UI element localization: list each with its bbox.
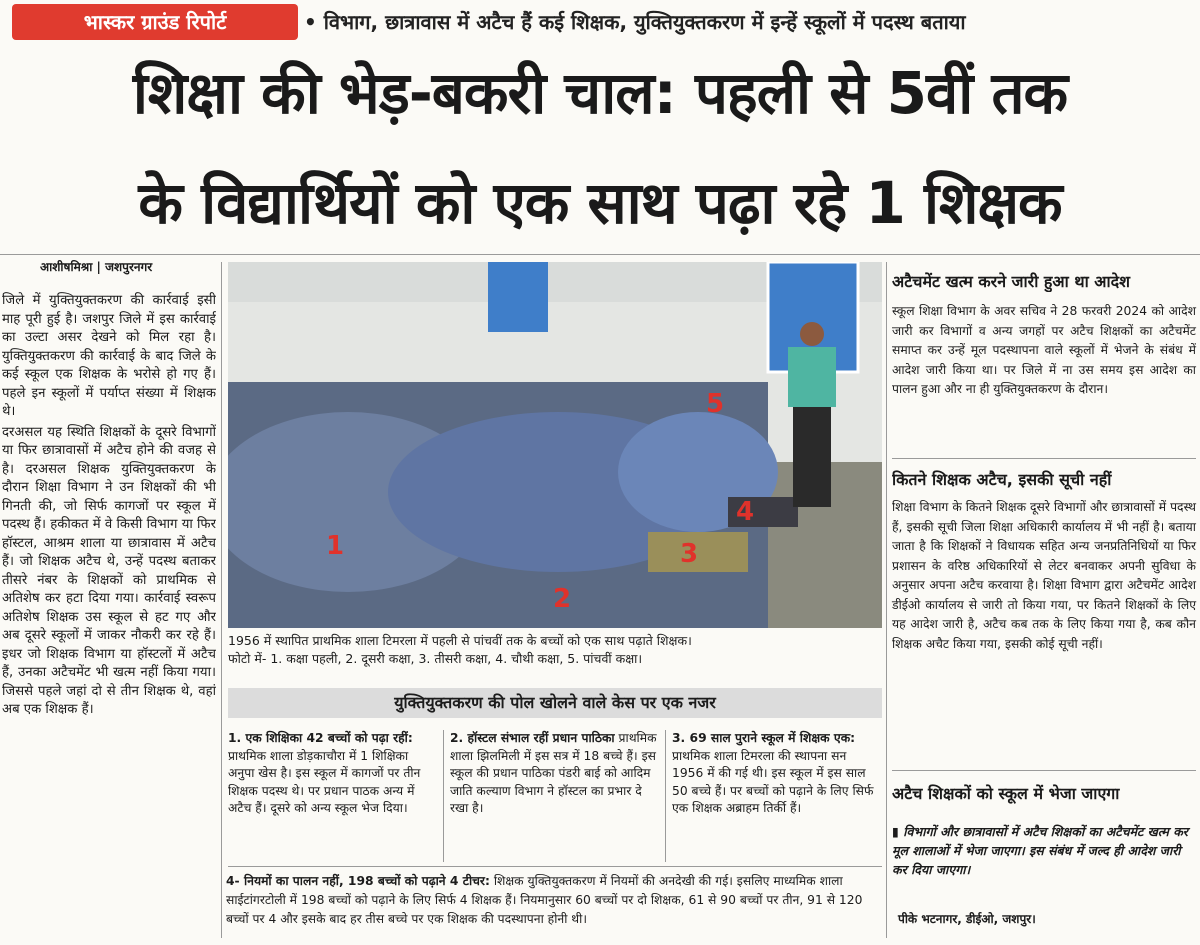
column-divider-right [886,262,887,938]
photo-label-5: 5 [706,389,725,419]
case-3-title: 3. 69 साल पुराने स्कूल में शिक्षक एक: [672,731,856,745]
left-paragraph-2: दरअसल यह स्थिति शिक्षकों के दूसरे विभागों या फिर छात्रावासों में अटैच होने की वजह से है। दरअसल शिक्षक युक्तियुक्तकरण के दौरान शिक्षा विभाग ने उन शिक्षकों की भी गिनती की, जो सिर्फ कागजों पर स्कूल में पदस्थ हैं। हकीकत में वे किसी विभाग या फिर हॉस्टल, आश्रम शाला या छात्रावास में अटैच हैं। जो शिक्षक अटैच थे, उन्हें पदस्थ बताकर तीसरे नंबर के शिक्षकों को प्राथमिक से अतिशेष कर हटा दिया गया। कार्रवाई स्वरूप अतिशेष शिक्षक उस स्कूल से हट गए और अब दूसरे स्कूलों में जाकर नौकरी कर रहे हैं। इधर जो शिक्षक विभाग या हॉस्टलों में अटैच हैं, उनका अटैचमेंट भी खत्म नहीं किया गया। जिससे पहले जहां दो से तीन शिक्षक थे, वहां अब एक शिक्षक हैं। [2,424,216,717]
deo-quote: ▮ विभागों और छात्रावासों में अटैच शिक्षकों का अटैचमेंट खत्म कर मूल शालाओं में भेजा जाएगा। इस संबंध में जल्द ही आदेश जारी कर दिया जाएगा। [892,824,1188,877]
report-badge: भास्कर ग्राउंड रिपोर्ट [12,4,298,40]
caption-line-1: 1956 में स्थापित प्राथमिक शाला टिमरला में पहली से पांचवीं तक के बच्चों को एक साथ पढ़ाते शिक्षक। [228,633,692,648]
headline-line-2: के विद्यार्थियों को एक साथ पढ़ा रहे 1 शिक्षक [138,169,1062,237]
case-1-body: प्राथमिक शाला डोड़काचौरा में 1 शिक्षिका अनुपा खेस है। इस स्कूल में कागजों पर तीन शिक्षक पदस्थ थे। पर प्रधान पाठक अन्य में अटैच हैं। दूसरे को अन्य स्कूल भेज दिया। [228,748,421,815]
case-4 [226,872,882,929]
case-1 [228,730,436,818]
case-3 [672,730,880,818]
classroom-photo [228,262,882,628]
case-4-title: 4- नियमों का पालन नहीं, 198 बच्चों को पढ़ाने 4 टीचर: [226,874,490,888]
photo-caption [228,632,882,668]
case-1-title: 1. एक शिक्षिका 42 बच्चों को पढ़ा रहीं: [228,731,413,745]
case-3-body: प्राथमिक शाला टिमरला की स्थापना सन 1956 में की गई थी। इस स्कूल में इस साल 50 बच्चे हैं। पर बच्चों को पढ़ाने के लिए सिर्फ एक शिक्षक अब्राहम तिर्की हैं। [672,748,874,815]
case-2-body: प्राथमिक शाला झिलमिली में इस सत्र में 18 बच्चे हैं। इस स्कूल की प्रधान पाठिका पंडरी बाई को आदिम जाति कल्याण विभाग ने हॉस्टल का प्रभार दे रखा है। [450,731,657,815]
top-bar [0,0,1200,46]
headline-divider [0,254,1200,255]
case-divider-1 [443,730,444,862]
left-column [2,292,216,932]
case-2-title: 2. हॉस्टल संभाल रहीं प्रधान पाठिका [450,731,615,745]
left-paragraph-1: जिले में युक्तियुक्तकरण की कार्रवाई इसी माह पूरी हुई है। जशपुर जिले में इस कार्रवाई का उल्टा असर देखने को मिल रहा है। युक्तियुक्तकरण की कार्रवाई के बाद जिले के कई स्कूल एक शिक्षक के भरोसे हो गए हैं। पहले इन स्कूलों में पर्याप्त संख्या में शिक्षक थे। [2,293,216,419]
headline-line-1: शिक्षा की भेड़-बकरी चाल: पहली से 5वीं तक [132,59,1068,127]
byline: आशीषमिश्रा | जशपुरनगर [40,260,153,274]
case-divider-2 [665,730,666,862]
right-heading-3: अटैच शिक्षकों को स्कूल में भेजा जाएगा [892,784,1120,803]
right-divider-1 [892,458,1196,459]
photo-label-1: 1 [326,531,345,561]
quote-signature: पीके भटनागर, डीईओ, जशपुर। [898,912,1036,926]
photo-label-3: 3 [680,539,699,569]
photo-label-4: 4 [736,497,755,527]
case-4-body: शिक्षक युक्तियुक्तकरण में नियमों की अनदेखी की गई। इसलिए माध्यमिक शाला साईटांगरटोली में 198 बच्चों को पढ़ाने के लिए सिर्फ 4 शिक्षक हैं। नियमानुसार 60 बच्चों पर दो शिक्षक, 61 से 90 बच्चों पर तीन, 91 से 120 बच्चों पर 4 और इसके बाद हर तीस बच्चे पर एक शिक्षक की पदस्थापना होनी थी। [226,874,863,926]
column-divider-left [221,262,222,938]
right-divider-2 [892,770,1196,771]
section-title: युक्तियुक्तकरण की पोल खोलने वाले केस पर एक नजर [228,688,882,718]
photo-label-2: 2 [553,584,572,614]
right-text-1: स्कूल शिक्षा विभाग के अवर सचिव ने 28 फरवरी 2024 को आदेश जारी कर विभागों व अन्य जगहों पर अटैच शिक्षकों का अटैचमेंट समाप्त कर उन्हें मूल पदस्थापना वाले स्कूलों में भेजने के संबंध में आदेश जारी किया था। पर जिले में ना उस समय इस आदेश का पालन हुआ और ना ही युक्तियुक्तकरण के दौरान। [892,304,1196,396]
kicker-line: • विभाग, छात्रावास में अटैच हैं कई शिक्षक, युक्तियुक्तकरण में इन्हें स्कूलों में पदस्थ बताया [304,10,966,34]
classroom-illustration [228,262,882,628]
right-heading-1: अटैचमेंट खत्म करने जारी हुआ था आदेश [892,272,1131,291]
case-2 [450,730,658,818]
caption-line-2: फोटो में- 1. कक्षा पहली, 2. दूसरी कक्षा, 3. तीसरी कक्षा, 4. चौथी कक्षा, 5. पांचवीं कक्षा। [228,651,643,666]
right-heading-2: कितने शिक्षक अटैच, इसकी सूची नहीं [892,470,1112,489]
case-4-divider [228,866,882,867]
right-text-2: शिक्षा विभाग के कितने शिक्षक दूसरे विभागों और छात्रावासों में पदस्थ हैं, इसकी सूची जिला शिक्षा अधिकारी कार्यालय में भी नहीं है। बताया जाता है कि शिक्षकों ने विधायक सहित अन्य जनप्रतिनिधियों या फिर प्रशासन के वरिष्ठ अधिकारियों से लेटर बनवाकर अपनी सुविधा के अनुसार अपना अटैच करवाया है। शिक्षा विभाग द्वारा अटैचमेंट आदेश डीईओ कार्यालय से जारी तो किया गया, पर कितने शिक्षकों के लिए यह आदेश जारी है, अटैच कब तक के लिए किया गया है, कब कौन शिक्षक अचैट किया गया, इसकी कोई सूची नहीं। [892,500,1196,651]
